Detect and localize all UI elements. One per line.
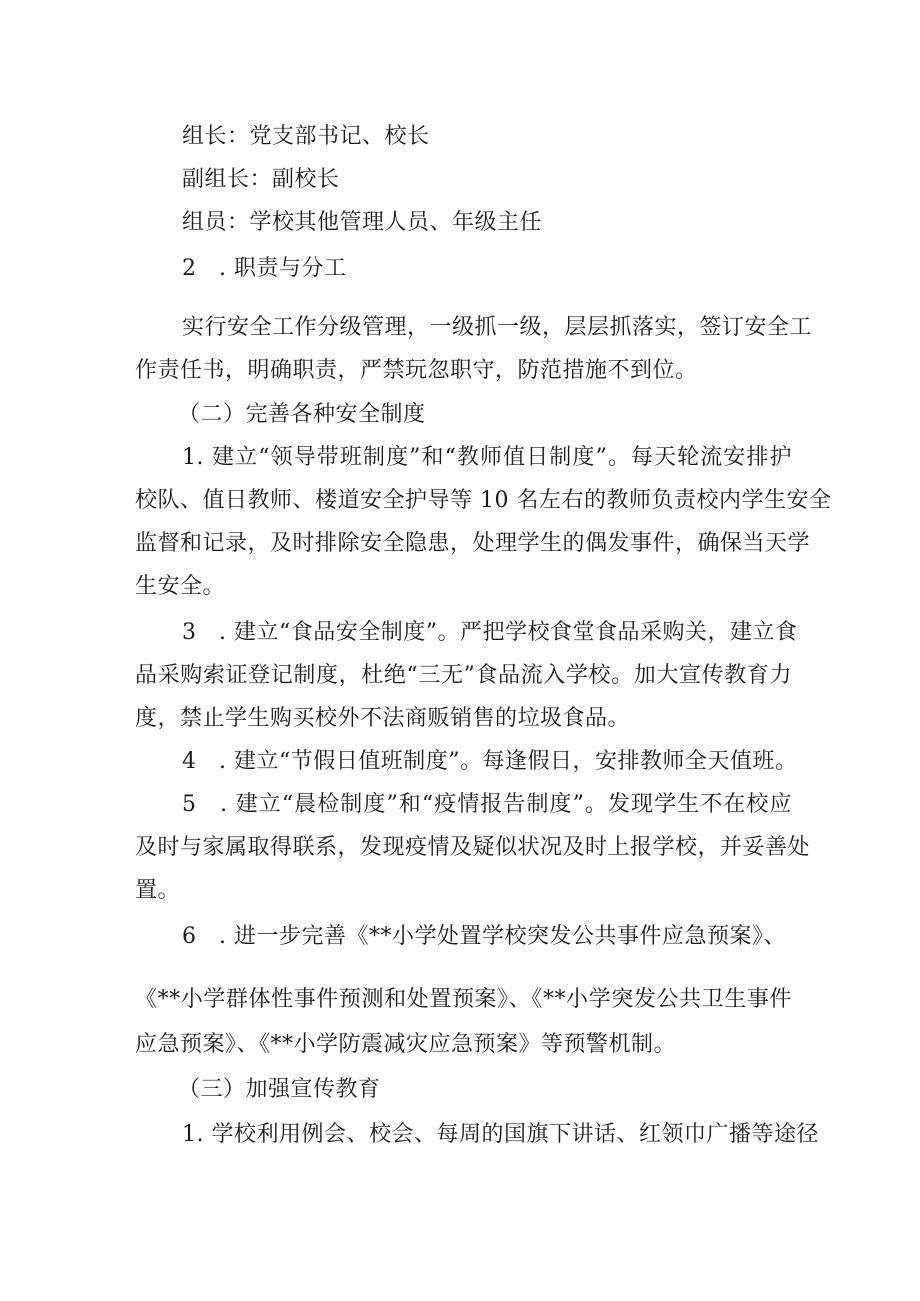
item-5-line-1: 5 . 建立“晨检制度”和“疫情报告制度”。发现学生不在校应 [182, 792, 792, 817]
members-line: 组员：学校其他管理人员、年级主任 [182, 210, 543, 235]
education-item-1-line-1: 1. 学校利用例会、校会、每周的国旗下讲话、红领巾广播等途径 [182, 1122, 819, 1147]
item-1-line-1: 1. 建立“领导带班制度”和“教师值日制度”。每天轮流安排护 [182, 445, 792, 470]
item-1-line-4: 生安全。 [135, 574, 226, 599]
item-5-line-2: 及时与家属取得联系，发现疫情及疑似状况及时上报学校，并妥善处 [135, 835, 811, 860]
item-4-line-1: 4 . 建立“节假日值班制度”。每逢假日，安排教师全天值班。 [182, 749, 798, 774]
section-heading-publicity-education: （三）加强宣传教育 [178, 1077, 381, 1102]
responsibility-paragraph-line-1: 实行安全工作分级管理，一级抓一级，层层抓落实，签订安全工 [182, 315, 813, 340]
item-6-line-2: 《**小学群体性事件预测和处置预案》、《**小学突发公共卫生事件 [135, 987, 792, 1012]
item-6-line-1: 6 . 进一步完善《**小学处置学校突发公共事件应急预案》、 [182, 924, 786, 949]
item-5-line-3: 置。 [135, 878, 181, 903]
section-heading-safety-systems: （二）完善各种安全制度 [178, 402, 426, 427]
responsibility-paragraph-line-2: 作责任书，明确职责，严禁玩忽职守，防范措施不到位。 [135, 358, 698, 383]
item-6-line-3: 应急预案》、《**小学防震减灾应急预案》等预警机制。 [135, 1032, 677, 1057]
heading-responsibilities: 2 . 职责与分工 [182, 256, 347, 281]
leader-line: 组长：党支部书记、校长 [182, 124, 430, 149]
item-1-line-2: 校队、值日教师、楼道安全护导等 10 名左右的教师负责校内学生安全 [135, 488, 832, 513]
item-1-line-3: 监督和记录，及时排除安全隐患，处理学生的偶发事件，确保当天学 [135, 531, 811, 556]
deputy-leader-line: 副组长：副校长 [182, 167, 340, 192]
item-3-line-1: 3 . 建立“食品安全制度”。严把学校食堂食品采购关，建立食 [182, 620, 798, 645]
item-3-line-2: 品采购索证登记制度，杜绝“三无”食品流入学校。加大宣传教育力 [135, 663, 792, 688]
item-3-line-3: 度，禁止学生购买校外不法商贩销售的垃圾食品。 [135, 706, 631, 731]
